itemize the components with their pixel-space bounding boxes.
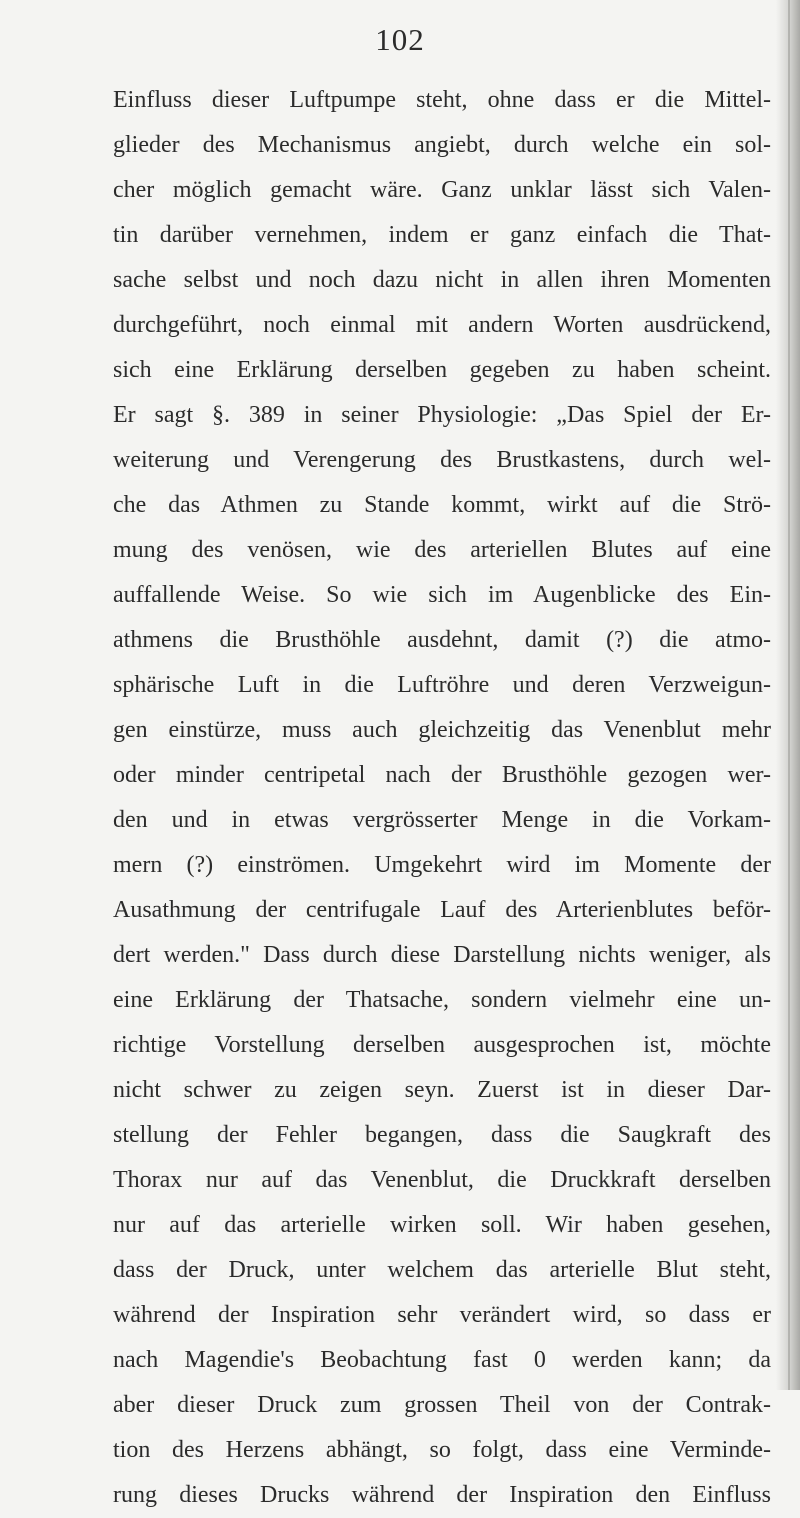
text-line: Ausathmung der centrifugale Lauf des Arterienblutes beför-: [113, 897, 771, 923]
text-line: athmens die Brusthöhle ausdehnt, damit (?) die atmo-: [113, 627, 771, 653]
text-line: Thorax nur auf das Venenblut, die Druckkraft derselben: [113, 1167, 771, 1193]
text-line: glieder des Mechanismus angiebt, durch welche ein sol-: [113, 132, 771, 158]
text-line: nicht schwer zu zeigen seyn. Zuerst ist in dieser Dar-: [113, 1077, 771, 1103]
text-line: mung des venösen, wie des arteriellen Blutes auf eine: [113, 537, 771, 563]
text-line: oder minder centripetal nach der Brusthöhle gezogen wer-: [113, 762, 771, 788]
text-line: dass der Druck, unter welchem das arterielle Blut steht,: [113, 1257, 771, 1283]
text-line: den und in etwas vergrösserter Menge in die Vorkam-: [113, 807, 771, 833]
text-line: sphärische Luft in die Luftröhre und deren Verzweigun-: [113, 672, 771, 698]
text-line: dert werden." Dass durch diese Darstellung nichts weniger, als: [113, 942, 771, 968]
text-line: sich eine Erklärung derselben gegeben zu haben scheint.: [113, 357, 771, 383]
text-line: nur auf das arterielle wirken soll. Wir haben gesehen,: [113, 1212, 771, 1238]
text-line: auffallende Weise. So wie sich im Augenblicke des Ein-: [113, 582, 771, 608]
text-line: eine Erklärung der Thatsache, sondern vielmehr eine un-: [113, 987, 771, 1013]
text-line: richtige Vorstellung derselben ausgesprochen ist, möchte: [113, 1032, 771, 1058]
text-line: mern (?) einströmen. Umgekehrt wird im Momente der: [113, 852, 771, 878]
text-line: durchgeführt, noch einmal mit andern Worten ausdrückend,: [113, 312, 771, 338]
text-line: sache selbst und noch dazu nicht in allen ihren Momenten: [113, 267, 771, 293]
text-line: weiterung und Verengerung des Brustkastens, durch wel-: [113, 447, 771, 473]
text-line: gen einstürze, muss auch gleichzeitig das Venenblut mehr: [113, 717, 771, 743]
text-line: nach Magendie's Beobachtung fast 0 werden kann; da: [113, 1347, 771, 1373]
text-line: che das Athmen zu Stande kommt, wirkt auf die Strö-: [113, 492, 771, 518]
text-line: stellung der Fehler begangen, dass die Saugkraft des: [113, 1122, 771, 1148]
text-line: während der Inspiration sehr verändert wird, so dass er: [113, 1302, 771, 1328]
page-edge-line: [788, 0, 790, 1390]
text-line: cher möglich gemacht wäre. Ganz unklar lässt sich Valen-: [113, 177, 771, 203]
text-line: Er sagt §. 389 in seiner Physiologie: „Das Spiel der Er-: [113, 402, 771, 428]
page-number: 102: [375, 22, 425, 57]
text-line: tin darüber vernehmen, indem er ganz einfach die That-: [113, 222, 771, 248]
body-text: [113, 78, 771, 1518]
text-line: aber dieser Druck zum grossen Theil von der Contrak-: [113, 1392, 771, 1418]
text-line: rung dieses Drucks während der Inspiration den Einfluss: [113, 1482, 771, 1508]
text-line: tion des Herzens abhängt, so folgt, dass eine Verminde-: [113, 1437, 771, 1463]
text-line: Einfluss dieser Luftpumpe steht, ohne dass er die Mittel-: [113, 87, 771, 113]
